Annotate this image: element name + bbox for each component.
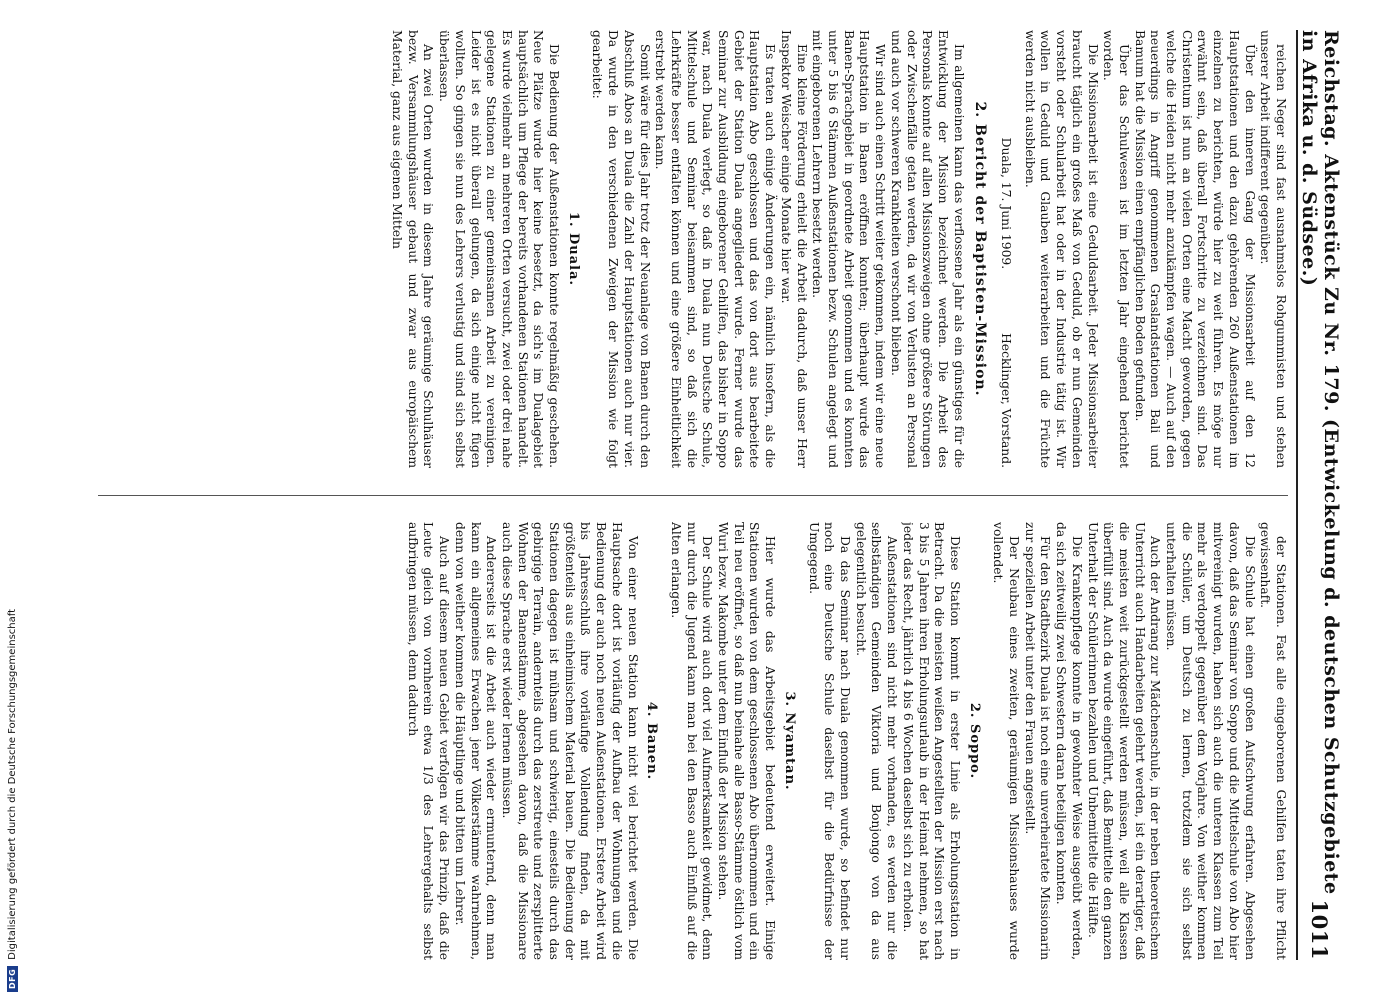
sub-heading: 3. Nyamtan. [781, 691, 797, 791]
digitization-credit [2, 0, 22, 1000]
scanned-page [80, 30, 1340, 960]
paragraph: An zwei Orten wurden in diesem Jahre geräumige Schulhäuser bezw. Versammlungshäuser gebaut und zwar aus europäischem Material, ganz aus eigenen Mitteln [390, 30, 436, 468]
paragraph: Die Missionsarbeit ist eine Geduldsarbeit. Jeder Missionsarbeiter braucht täglich ein großes Maß von Geduld, ob er nun Gemeinden vorsteht oder Schularbeit hat oder in der Industrie tätig ist. Wir wollen in Geduld und Glauben weiterarbeiten und die Früchte werden nicht ausbleiben. [1022, 30, 1100, 468]
signature [997, 30, 1013, 468]
paragraph: Andererseits ist die Arbeit auch wieder ermunternd, denn man kann ein allgemeines Erwachen jener Völkerstämme wahrnehmen, denn von weither kommen die Häuptlinge und bitten um Lehrer. [452, 522, 499, 960]
paragraph: Diese Station kommt in erster Linie als Erholungsstation in Betracht. Da die meisten weißen Angestellten der Mission erst nach 3 bis 5 Jahren ihren Erholungsurlaub in der Heimat nehmen, so hat jeder das Recht, jährlich 4 bis 6 Wochen daselbst sich zu erholen. [900, 522, 962, 960]
paragraph: Es traten auch einige Änderungen ein, nämlich insofern, als die Hauptstation Abo geschlossen und das von dort aus bearbeitete Gebiet der Station Duala angegliedert wurde. Ferner wurde das Seminar zur Ausbildung eingeborener Gehilfen, das bisher in Soppo war, nach Duala verlegt, so daß in Duala nun Deutsche Schule, Mittelschule und Seminar beisammen sind, so daß sich die Lehrkräfte besser entfalten können und eine größere Einheitlichkeit erstrebt werden kann. [653, 30, 778, 468]
right-column [88, 522, 1288, 960]
section-heading: 2. Bericht der Baptisten-Mission. [972, 101, 989, 397]
paragraph: Im allgemeinen kann das verflossene Jahr als ein günstiges für die Entwicklung der Mission bezeichnet werden. Die Arbeit des Personals konnte auf allen Missionszweigen ohne größere Störungen oder Zwischenfälle getan werden, da wir von Verlusten an Personal und auch vor schweren Krankheiten verschont blieben. [888, 30, 966, 468]
paragraph: Wir sind auch einen Schritt weiter gekommen, indem wir eine neue Hauptstation in Banen eröffnen konnten; überhaupt wurde das Banen-Sprachgebiet in geordnete Arbeit genommen und es konnten unter 5 bis 6 Stämmen Außenstationen bezw. Schulen angelegt und mit eingeborenen Lehrern besetzt werden. [810, 30, 888, 468]
sub-heading: 4. Banen. [644, 701, 660, 781]
page-number: 1011 [1307, 899, 1333, 960]
paragraph: Die Krankenpflege konnte in gewohnter Weise ausgeübt werden, da sich zeitweilig zwei Schwestern daran beteiligen konnten. [1054, 522, 1084, 960]
signature-date: Duala, 17. Juni 1909. [999, 137, 1014, 270]
paragraph: Eine kleine Förderung erhielt die Arbeit dadurch, daß unser Herr Inspektor Weischer einige Monate hier war. [778, 30, 809, 468]
paragraph: Von einer neuen Station kann nicht viel berichtet werden. Die Hauptsache dort ist vorläufig der Aufbau der Wohnungen und die Bedienung der auch noch neuen Außenstationen. Erstere Arbeit wird bis Jahresschluß ihre vorläufige Vollendung finden, da mit größtenteils aus einheimischem Material bauen. Die Bedienung der Stationen dagegen ist mühsam und schwierig, einesteils durch das gebirgige Terrain, andernteils durch das zerstreute und zersplitterte Wohnen der Banenstämme, abgesehen davon, daß die Missionare auch diese Sprache erst wieder lernen müssen. [499, 522, 640, 960]
sub-heading: 1. Duala. [565, 211, 581, 287]
paragraph: Außenstationen sind nicht mehr vorhanden, es werden nur die selbständigen Gemeinden Viktoria und Bonjongo von da aus gelegentlich besucht. [853, 522, 900, 960]
paragraph: Über den inneren Gang der Missionsarbeit auf den 12 Hauptstationen und den dazu gehörenden 260 Außenstationen im einzelnen zu berichten, würde hier zu weit führen. Es möge nur erwähnt sein, daß überall Fortschritte zu verzeichnen sind. Das Christentum ist nun an vielen Orten eine Macht geworden, gegen welche die Heiden nicht mehr anzukämpfen wagen. — Auch auf den neuerdings in Angriff genommenen Graslandstationen Bali und Bamum hat die Mission einen empfänglichen Boden gefunden. [1132, 30, 1257, 468]
paragraph: Der Neubau eines zweiten, geräumigen Missionshauses wurde vollendet. [991, 522, 1022, 960]
rotated-page-content [80, 30, 1340, 960]
paragraph: Hier wurde das Arbeitsgebiet bedeutend erweitert. Einige Stationen wurden von dem geschlossenen Abo übernommen und ein Teil neu eröffnet, so daß nun beinahe alle Basso-Stämme östlich vom Wuri bezw. Makombe unter dem Einfluß der Mission stehen. [716, 522, 778, 960]
signature-name: Hecklinger, Vorstand. [999, 333, 1014, 468]
paragraph: der Stationen. Fast alle eingeborenen Gehilfen taten ihre Pflicht gewissenhaft. [1258, 522, 1288, 960]
left-column [88, 30, 1288, 468]
digitization-credit-strip [2, 0, 22, 1000]
header-rule [1296, 30, 1298, 960]
header-title: Reichstag. Aktenstück Zu Nr. 179. (Entwickelung d. deutschen Schutzgebiete in Afrika u. d. Südsee.) [1298, 30, 1342, 895]
paragraph: Auch auf diesem neuen Gebiet verfolgen wir das Prinzip, daß die Leute gleich von vornherein etwa 1/3 des Lehrergehalts selbst aufbringen müssen, denn dadurch [405, 522, 452, 960]
paragraph: Da das Seminar nach Duala genommen wurde, so befindet nur noch eine Deutsche Schule daselbst für die Bedürfnisse der Umgegend. [806, 522, 853, 960]
paragraph: Der Schule wird auch dort viel Aufmerksamkeit gewidmet, denn nur durch die Jugend kann man bei den Basso auch Einfluß auf die Alten erlangen. [668, 522, 715, 960]
paragraph: Für den Stadtbezirk Duala ist noch eine unverheiratete Missionarin zur speziellen Arbeit unter den Frauen angestellt. [1022, 522, 1053, 960]
dfg-logo-icon: DFG [7, 966, 18, 992]
sub-heading: 2. Soppo. [966, 702, 982, 780]
paragraph: reichen Neger sind fast ausnahmslos Rohgummisten und stehen unserer Arbeit indifferent gegenüber. [1258, 30, 1288, 468]
column-divider [98, 495, 1288, 496]
paragraph: Über das Schulwesen ist im letzten Jahr eingehend berichtet worden. [1101, 30, 1131, 468]
page-header [1300, 30, 1340, 960]
paragraph: Die Schule hat einen großen Aufschwung erfahren. Abgesehen davon, daß das Seminar von Soppo und die Mittelschule von Abo hier mitvereinigt wurden, haben sich auch die unteren Klassen zum Teil mehr als verdoppelt gegenüber dem Vorjahre. Von weither kommen die Schüler, um Deutsch zu lernen, trotzdem sie sich selbst unterhalten müssen. [1164, 522, 1257, 960]
paragraph: Die Bedienung der Außenstationen konnte regelmäßig geschehen. Neue Plätze wurde hier keine besetzt, da sich's im Dualagebiet hauptsächlich um Pflege der bereits vorhandenen Stationen handelt. Es wurde vielmehr an mehreren Orten versucht, zwei oder drei nahe gelegene Stationen zu einer gemeinsamen Arbeit zu vereinigen. Leider ist es nicht überall gelungen, da sich einige nicht fügen wollten. So gingen sie nun des Lehrers verlustig und sind sich selbst überlassen. [437, 30, 562, 468]
paragraph: Auch der Andrang zur Mädchenschule, in der neben theoretischem Unterricht auch Handarbeiten gelehrt werden, ist ein derartiger, daß die meisten weit zurückgestellt werden müssen, weil alle Klassen überfüllt sind. Auch da wurde eingeführt, daß Bemittelte den ganzen Unterhalt der Schülerinnen bezahlen und Unbemittelte die Hälfte. [1085, 522, 1163, 960]
credit-text: Digitalisierung gefördert durch die Deutsche Forschungsgemeinschaft [6, 608, 18, 960]
paragraph: Somit wäre für dies Jahr trotz der Neuanlage von Banen durch den Abschluß Abos an Duala die Zahl der Hauptstationen auch nur vier. Da wurde in den verschiedenen Zweigen der Mission wie folgt gearbeitet: [590, 30, 652, 468]
